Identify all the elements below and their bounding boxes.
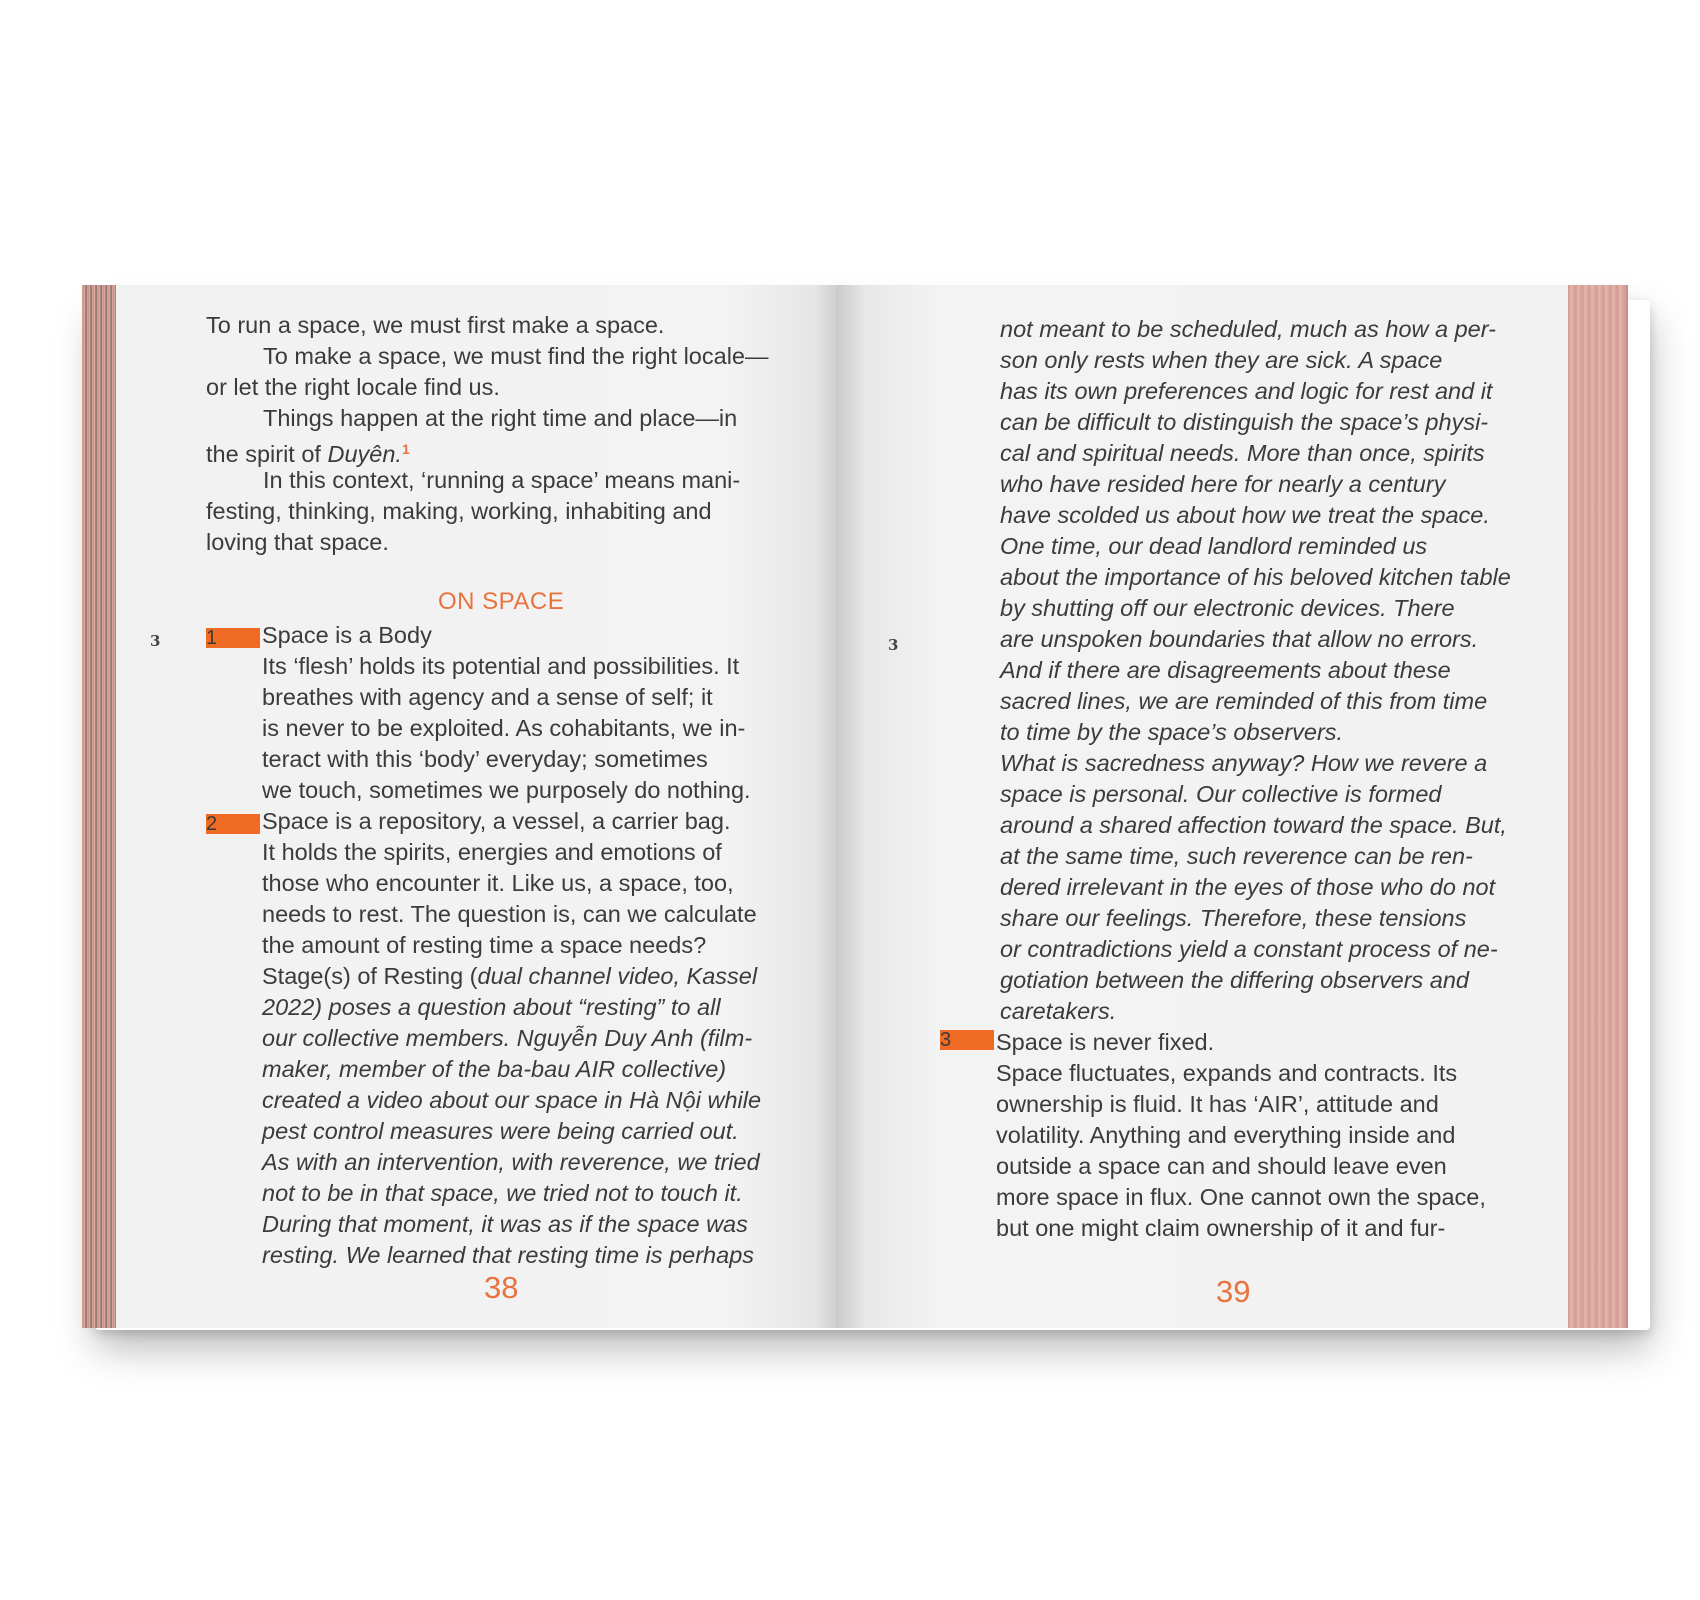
item2-italic-line: not to be in that space, we tried not to touch it. [262, 1180, 743, 1206]
right-italic-line: caretakers. [1000, 998, 1117, 1024]
left-page-edges [82, 285, 120, 1328]
item1-line: breathes with agency and a sense of self; it [262, 684, 713, 710]
intro-text: the spirit of [206, 441, 328, 467]
stage-title: Stage(s) of Resting ( [262, 963, 478, 989]
intro-line-duyen [206, 434, 769, 465]
right-italic-line: or contradictions yield a constant process of ne- [1000, 936, 1498, 962]
item2-line: the amount of resting time a space needs? [262, 932, 707, 958]
item2-italic-line: 2022) poses a question about “resting” to all [262, 994, 721, 1020]
right-italic-line: about the importance of his beloved kitchen table [1000, 564, 1511, 590]
item1-line: is never to be exploited. As cohabitants, we in- [262, 715, 746, 741]
left-margin-number: 3 [150, 632, 161, 650]
section-heading: ON SPACE [438, 588, 565, 615]
right-italic-line: share our feelings. Therefore, these tensions [1000, 905, 1467, 931]
item3-line: but one might claim ownership of it and fur- [996, 1215, 1446, 1241]
item2-line: needs to rest. The question is, can we calculate [262, 901, 757, 927]
right-italic-line: to time by the space’s observers. [1000, 719, 1344, 745]
item2-block [262, 806, 761, 1271]
intro-line: or let the right locale find us. [206, 374, 500, 400]
item2-line: those who encounter it. Like us, a space, too, [262, 870, 734, 896]
stage-caption: dual channel video, Kassel [477, 963, 758, 989]
right-italic-line: cal and spiritual needs. More than once, spirits [1000, 440, 1485, 466]
right-italic-line: not meant to be scheduled, much as how a per- [1000, 316, 1496, 342]
right-page-edges [1566, 285, 1628, 1328]
item3-line: volatility. Anything and everything inside and [996, 1122, 1456, 1148]
right-italic-line: One time, our dead landlord reminded us [1000, 533, 1428, 559]
right-italic-line: son only rests when they are sick. A space [1000, 347, 1443, 373]
item2-italic-line: maker, member of the ba-bau AIR collective) [262, 1056, 727, 1082]
item1-line: Its ‘flesh’ holds its potential and possibilities. It [262, 653, 740, 679]
item2-title: Space is a repository, a vessel, a carrier bag. [262, 808, 731, 834]
item3-line: more space in flux. One cannot own the space, [996, 1184, 1486, 1210]
item-marker-1: 1 [206, 628, 260, 648]
duyen-word: Duyên. [327, 441, 402, 467]
right-italic-line: are unspoken boundaries that allow no errors. [1000, 626, 1479, 652]
item2-italic-line: During that moment, it was as if the space was [262, 1211, 748, 1237]
right-italic-line: gotiation between the differing observers and [1000, 967, 1470, 993]
intro-line: festing, thinking, making, working, inhabiting and [206, 498, 712, 524]
item-marker-2: 2 [206, 814, 260, 834]
intro-line: In this context, ‘running a space’ means mani- [263, 467, 741, 493]
right-italic-line: can be difficult to distinguish the space’s physi- [1000, 409, 1489, 435]
item2-italic-line: pest control measures were being carried out. [262, 1118, 739, 1144]
right-italic-line: space is personal. Our collective is formed [1000, 781, 1442, 807]
intro-line: loving that space. [206, 529, 389, 555]
right-italic-line: And if there are disagreements about these [1000, 657, 1451, 683]
item1-block [262, 620, 751, 806]
item1-line: teract with this ‘body’ everyday; sometimes [262, 746, 708, 772]
right-italic-line: at the same time, such reverence can be ren- [1000, 843, 1473, 869]
item2-italic-line: As with an intervention, with reverence, we tried [262, 1149, 760, 1175]
right-italic-line: sacred lines, we are reminded of this from time [1000, 688, 1488, 714]
intro-line: To make a space, we must find the right locale— [263, 343, 769, 369]
right-margin-number: 3 [888, 636, 899, 654]
item2-italic-line: created a video about our space in Hà Nội while [262, 1087, 762, 1113]
item2-line: It holds the spirits, energies and emotions of [262, 839, 722, 865]
item3-line: Space fluctuates, expands and contracts. Its [996, 1060, 1458, 1086]
right-italic-line: What is sacredness anyway? How we revere a [1000, 750, 1488, 776]
footnote-ref: 1 [401, 441, 410, 457]
right-italic-line: have scolded us about how we treat the space. [1000, 502, 1490, 528]
intro-line: To run a space, we must first make a space. [206, 312, 665, 338]
right-italic-line: who have resided here for nearly a century [1000, 471, 1446, 497]
item3-block [996, 1027, 1486, 1244]
item3-line: outside a space can and should leave even [996, 1153, 1447, 1179]
item1-title: Space is a Body [262, 622, 432, 648]
right-italic-line: around a shared affection toward the space. But, [1000, 812, 1507, 838]
item1-line: we touch, sometimes we purposely do nothing. [262, 777, 751, 803]
right-italic-line: has its own preferences and logic for rest and it [1000, 378, 1493, 404]
right-italic-line: dered irrelevant in the eyes of those who do not [1000, 874, 1496, 900]
item3-title: Space is never fixed. [996, 1029, 1215, 1055]
intro-line: Things happen at the right time and place—in [263, 405, 738, 431]
page-number-right: 39 [1216, 1274, 1251, 1309]
item2-stage-line [262, 961, 761, 992]
right-italic-line: by shutting off our electronic devices. There [1000, 595, 1455, 621]
left-intro [206, 310, 769, 558]
item2-italic-line: our collective members. Nguyễn Duy Anh (film- [262, 1025, 753, 1051]
item2-italic-line: resting. We learned that resting time is perhaps [262, 1242, 755, 1268]
item-marker-3: 3 [940, 1030, 994, 1050]
right-italic-block [1000, 314, 1511, 1027]
page-number-left: 38 [484, 1270, 519, 1305]
item3-line: ownership is fluid. It has ‘AIR’, attitude and [996, 1091, 1439, 1117]
